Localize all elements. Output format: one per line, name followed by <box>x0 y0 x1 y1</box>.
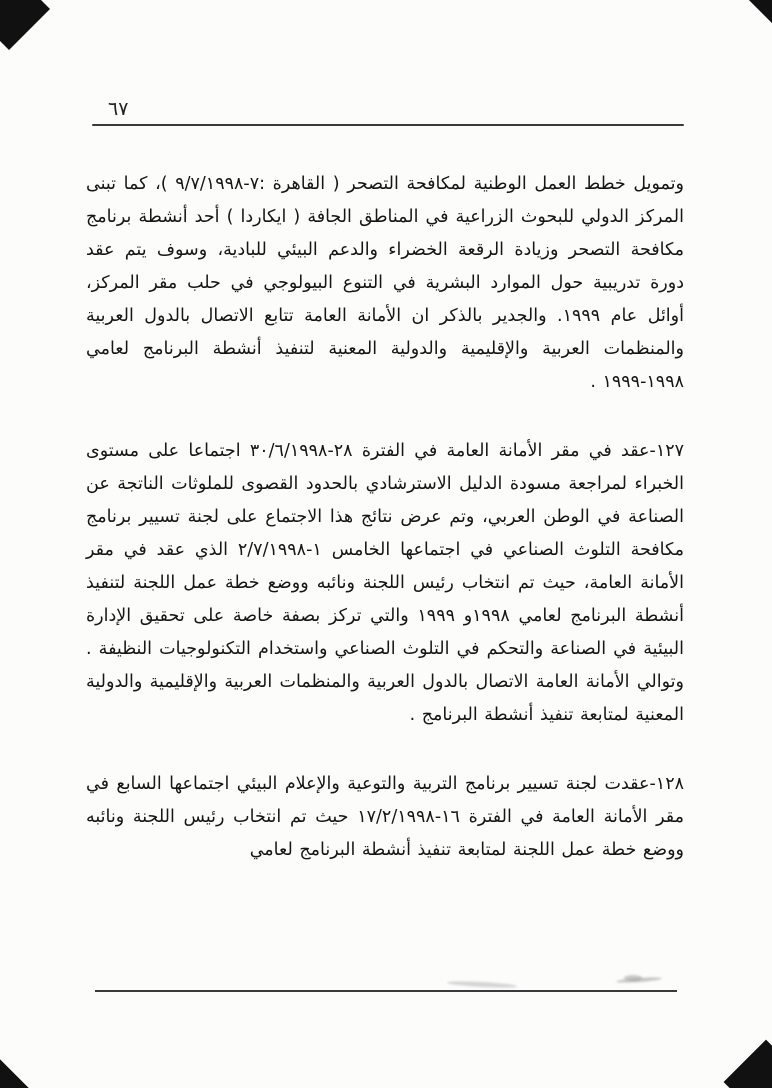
scan-artifact-bottom-right <box>724 1040 772 1088</box>
paragraph-127: ١٢٧-عقد في مقر الأمانة العامة في الفترة ٢٨-٣٠/٦/١٩٩٨ اجتماعا على مستوى الخبراء لمراجعة مسودة الدليل الاسترشادي بالحدود القصوى للملوثات الناتجة عن الصناعة في الوطن العربي، وتم عرض نتائج هذا الاجتماع على لجنة تسيير برنامج مكافحة التلوث الصناعي في اجتماعها الخامس ١-٢/٧/١٩٩٨ الذي عقد في مقر الأمانة العامة، حيث تم انتخاب رئيس اللجنة ونائبه ووضع خطة عمل اللجنة لتنفيذ أنشطة البرنامج لعامي ١٩٩٨و ١٩٩٩ والتي تركز بصفة خاصة على تحقيق الإدارة البيئية في الصناعة والتحكم في التلوث الصناعي واستخدام التكنولوجيات النظيفة . وتوالي الأمانة العامة الاتصال بالدول العربية والمنظمات العربية والإقليمية والدولية المعنية لمتابعة تنفيذ أنشطة البرنامج . <box>86 441 685 725</box>
header-rule <box>92 124 684 126</box>
footer-rule <box>95 990 677 992</box>
scan-artifact-bottom-left <box>0 1055 33 1088</box>
paragraph-128: ١٢٨-عقدت لجنة تسيير برنامج التربية والتوعية والإعلام البيئي اجتماعها السابع في مقر الأمانة العامة في الفترة ١٦-١٧/٢/١٩٩٨ حيث تم انتخاب رئيس اللجنة ونائبه ووضع خطة عمل اللجنة لمتابعة تنفيذ أنشطة البرنامج لعامي <box>86 774 685 860</box>
scan-smudge <box>447 980 517 989</box>
document-body <box>86 168 684 903</box>
scan-artifact-top-left <box>0 0 50 50</box>
scan-smudge <box>624 975 642 981</box>
page-number: ٦٧ <box>108 98 129 120</box>
scan-artifact-top-right <box>745 0 772 27</box>
page-header <box>92 98 684 126</box>
paragraph-intro: وتمويل خطط العمل الوطنية لمكافحة التصحر ( القاهرة :٧-٩/٧/١٩٩٨ )، كما تبنى المركز الدولي للبحوث الزراعية في المناطق الجافة ( ايكاردا ) أحد أنشطة برنامج مكافحة التصحر وزيادة الرقعة الخضراء والدعم البيئي للبادية، وسوف يتم عقد دورة تدريبية حول الموارد البشرية في التنوع البيولوجي في حلب مقر المركز، أوائل عام ١٩٩٩. والجدير بالذكر ان الأمانة العامة تتابع الاتصال بالدول العربية والمنظمات العربية والإقليمية والدولية المعنية لتنفيذ أنشطة البرنامج لعامي ١٩٩٨-١٩٩٩ . <box>86 174 684 392</box>
